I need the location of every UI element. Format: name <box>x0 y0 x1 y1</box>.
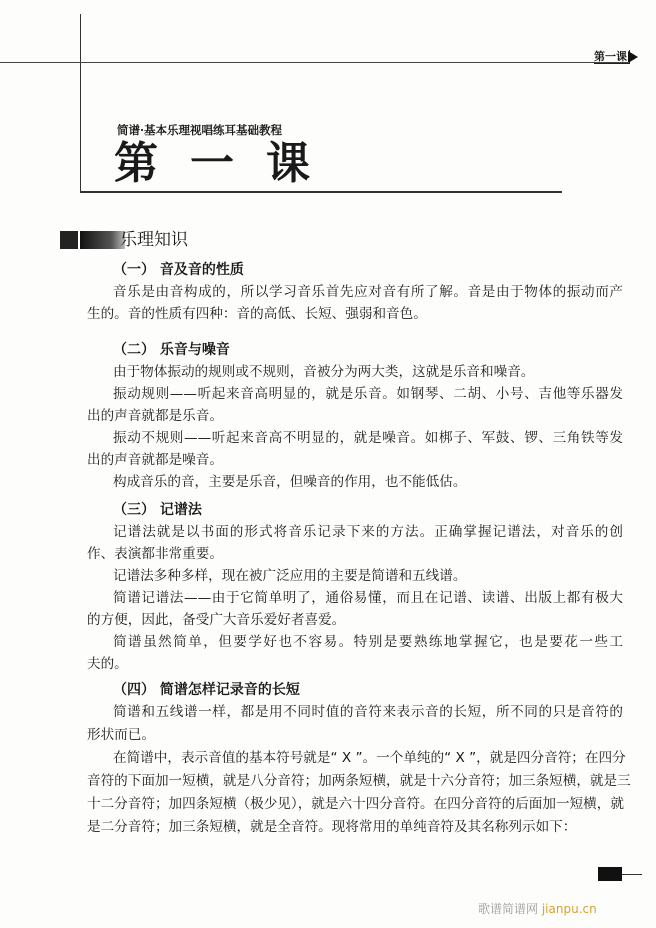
header-vertical-rule <box>80 14 81 192</box>
paragraph-line: 夫的。 <box>87 656 128 672</box>
paragraph-line: 简谱记谱法——由于它简单明了，通俗易懂，而且在记谱、读谱、出版上都有极大 <box>113 590 623 606</box>
paragraph-line: 构成音乐的音，主要是乐音，但噪音的作用，也不能低估。 <box>113 474 467 490</box>
page-marker-line <box>622 874 642 875</box>
watermark-en: jianpu.cn <box>541 902 597 916</box>
paragraph-line: 生的。音的性质有四种：音的高低、长短、强弱和音色。 <box>87 306 427 322</box>
paragraph-line: 出的声音就都是乐音。 <box>87 408 223 424</box>
paragraph-line: 振动不规则——听起来音高不明显的，就是噪音。如梆子、军鼓、锣、三角铁等发 <box>113 430 623 446</box>
paragraph-line: 是二分音符；加三条短横，就是全音符。现将常用的单纯音符及其名称列示如下： <box>87 819 577 835</box>
paragraph-line: 简谱虽然简单，但要学好也不容易。特别是要熟练地掌握它，也是要花一些工 <box>113 634 623 650</box>
paragraph-line: 音乐是由音构成的，所以学习音乐首先应对音有所了解。音是由于物体的振动而产 <box>113 284 623 300</box>
section-heading: （四） 简谱怎样记录音的长短 <box>113 682 300 698</box>
paragraph-line: 出的声音就都是噪音。 <box>87 452 223 468</box>
watermark <box>478 900 597 917</box>
lesson-title: 第一课 <box>114 138 342 189</box>
section-heading: （二） 乐音与噪音 <box>113 342 230 358</box>
header-top-rule <box>0 62 628 63</box>
paragraph-line: 由于物体振动的规则或不规则，音被分为两大类，这就是乐音和噪音。 <box>113 364 535 380</box>
paragraph-line: 记谱法就是以书面的形式将音乐记录下来的方法。正确掌握记谱法，对音乐的创 <box>113 524 623 540</box>
section-heading: （一） 音及音的性质 <box>113 262 244 278</box>
watermark-cn: 歌谱简谱网 <box>478 902 539 916</box>
triangle-right-icon <box>628 51 638 63</box>
paragraph-line: 的方便，因此，备受广大音乐爱好者喜爱。 <box>87 612 346 628</box>
band-title: 乐理知识 <box>120 230 188 250</box>
paragraph-line: 记谱法多种多样，现在被广泛应用的主要是简谱和五线谱。 <box>113 568 467 584</box>
section-2 <box>87 339 623 493</box>
paragraph-line: 十二分音符；加四条短横（极少见），就是六十四分音符。在四分音符的后面加一短横，就 <box>87 796 624 812</box>
section-heading: （三） 记谱法 <box>113 502 202 518</box>
section-4 <box>87 679 631 839</box>
running-title: 第一课 <box>594 50 630 64</box>
paragraph-line: 作、表演都非常重要。 <box>87 546 223 562</box>
book-subtitle: 简谱·基本乐理视唱练耳基础教程 <box>117 123 283 137</box>
page-marker-icon <box>598 867 622 881</box>
paragraph-line: 形状而已。 <box>87 727 155 743</box>
paragraph-line: 在简谱中，表示音值的基本符号就是“ X ”。一个单纯的“ X ”，就是四分音符；在四分 <box>113 750 626 766</box>
section-1 <box>87 259 623 325</box>
section-3 <box>87 499 623 675</box>
band-gradient-icon <box>80 231 125 249</box>
band-block-icon <box>60 231 78 249</box>
paragraph-line: 音符的下面加一短横，就是八分音符；加两条短横，就是十六分音符；加三条短横，就是三 <box>87 773 631 789</box>
paragraph-line: 简谱和五线谱一样，都是用不同时值的音符来表示音的长短，所不同的只是音符的 <box>113 704 623 720</box>
header-bottom-rule <box>80 191 562 193</box>
paragraph-line: 振动规则——听起来音高明显的，就是乐音。如钢琴、二胡、小号、吉他等乐器发 <box>113 386 623 402</box>
